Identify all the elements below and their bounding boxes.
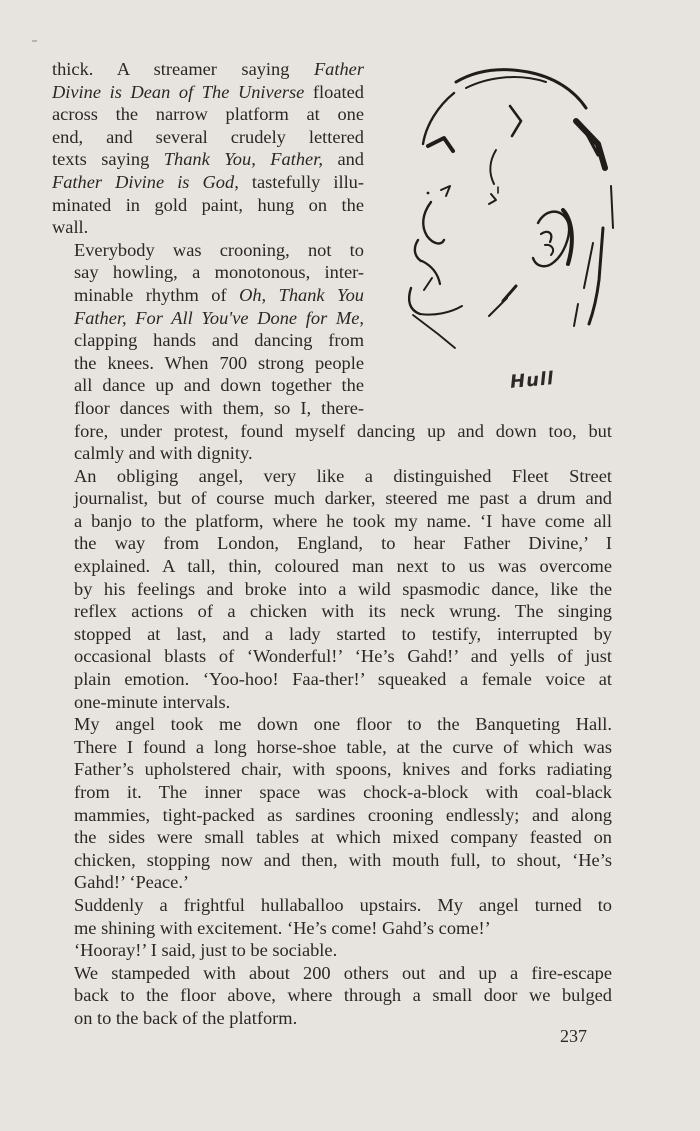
text-run: Suddenly a frightful hullaballoo upstairs. My angel turned to [74,894,612,915]
text-run: Everybody was crooning, not to [74,239,364,260]
text-run: a banjo to the platform, where he took my name. ‘I have come all [74,510,612,531]
text-line [52,826,612,849]
text-line [52,374,364,397]
illustrator-signature: Hull [509,368,556,393]
text-line [52,307,364,330]
text-run: calmly and with dignity. [74,443,253,464]
text-run: me shining with excitement. ‘He’s come! Gahd’s come!’ [74,917,491,938]
text-line [52,329,364,352]
text-line [52,465,612,488]
text-line [52,284,364,307]
text-run: There I found a long horse-shoe table, at the curve of which was [74,736,612,757]
text-line [52,171,364,194]
paragraph [52,713,612,894]
text-run: wall. [52,217,89,238]
text-line [52,984,612,1007]
text-run: end, and several crudely lettered [52,126,364,147]
text-run: floated [304,81,364,102]
text-line [52,532,612,555]
text-line [52,849,612,872]
text-run: floor dances with them, so I, there- [74,397,364,418]
text-line [52,1007,612,1030]
text-line [52,917,612,940]
text-line [52,58,364,81]
text-run: minable rhythm of [74,284,240,305]
text-run: clapping hands and dancing from [74,330,364,351]
text-run: explained. A tall, thin, coloured man next to us was overcome [74,556,612,577]
paragraph [52,465,612,714]
text-line [52,668,612,691]
italic-text: Father [313,59,364,79]
text-line [52,126,364,149]
text-line [52,420,612,443]
text-line [52,397,364,420]
text-line [52,691,612,714]
text-line [52,962,612,985]
text-run: all dance up and down together the [74,375,364,396]
text-line [52,758,612,781]
text-line [52,510,612,533]
text-run: mammies, tight-packed as sardines crooning endlessly; and along [74,804,612,825]
text-run: the way from London, England, to hear Father Divine,’ I [74,533,612,554]
text-run: ‘Hooray!’ I said, just to be sociable. [74,940,338,961]
text-run: chicken, stopping now and then, with mouth full, to shout, ‘He’s [74,849,612,870]
text-run: one-minute intervals. [74,691,231,712]
italic-text: Oh, Thank You [239,284,364,305]
text-run: on to the back of the platform. [74,1007,298,1028]
text-line [52,600,612,623]
text-run: the sides were small tables at which mixed company feasted on [74,827,612,848]
text-run: texts saying [52,149,164,170]
text-run: An obliging angel, very like a distinguished Fleet Street [74,465,612,486]
text-run: stopped at last, and a lady started to testify, interrupted by [74,623,612,644]
text-run: the knees. When 700 strong people [74,352,364,373]
paragraph [52,894,612,939]
text-run: tastefully illu- [238,171,364,192]
paragraph [52,939,612,962]
text-line [52,81,364,104]
text-line [52,148,364,171]
italic-text: Divine is Dean of The Universe [52,81,305,102]
text-line [52,623,612,646]
text-line [52,103,364,126]
text-run: We stampeded with about 200 others out and up a fire-escape [74,962,612,983]
text-line [52,442,612,465]
text-line [52,239,364,262]
text-run: My angel took me down one floor to the Banqueting Hall. [74,714,612,735]
text-run: Father’s upholstered chair, with spoons, knives and forks radiating [74,759,612,780]
text-run: across the narrow platform at one [52,104,364,125]
italic-text: Father Divine is God, [52,171,239,192]
text-line [52,736,612,759]
text-line [52,939,612,962]
text-line [52,216,364,239]
page-scan-mark [32,40,37,42]
text-line [52,194,364,217]
italic-text: Thank You, Father, [163,149,323,170]
text-line [52,781,612,804]
text-line [52,804,612,827]
text-run: and [322,149,364,170]
text-line [52,352,364,375]
page-number: 237 [560,1026,587,1046]
text-run: Gahd!’ ‘Peace.’ [74,872,190,893]
text-line [52,871,612,894]
italic-text: Father, For All You've Done for Me, [74,307,364,328]
text-line [52,555,612,578]
text-run: fore, under protest, found myself dancing up and down too, but [74,420,612,441]
text-line [52,894,612,917]
text-run: by his feelings and broke into a wild spasmodic dance, like the [74,578,612,599]
text-run: plain emotion. ‘Yoo-hoo! Faa-ther!’ squeaked a female voice at [74,669,612,690]
text-run: say howling, a monotonous, inter- [74,262,364,283]
caricature-portrait-sketch-icon [378,58,624,410]
text-line [52,578,612,601]
text-line [52,261,364,284]
text-run: minated in gold paint, hung on the [52,194,364,215]
text-run: journalist, but of course much darker, steered me past a drum and [74,488,612,509]
text-line [52,713,612,736]
text-run: occasional blasts of ‘Wonderful!’ ‘He’s Gahd!’ and yells of just [74,646,612,667]
text-run: thick. A streamer saying [52,59,314,79]
text-run: back to the floor above, where through a small door we bulged [74,985,612,1006]
text-line [52,645,612,668]
text-run: from it. The inner space was chock-a-block with coal-black [74,782,612,802]
text-run: reflex actions of a chicken with its neck wrung. The singing [74,601,612,622]
paragraph [52,962,612,1030]
text-line [52,487,612,510]
